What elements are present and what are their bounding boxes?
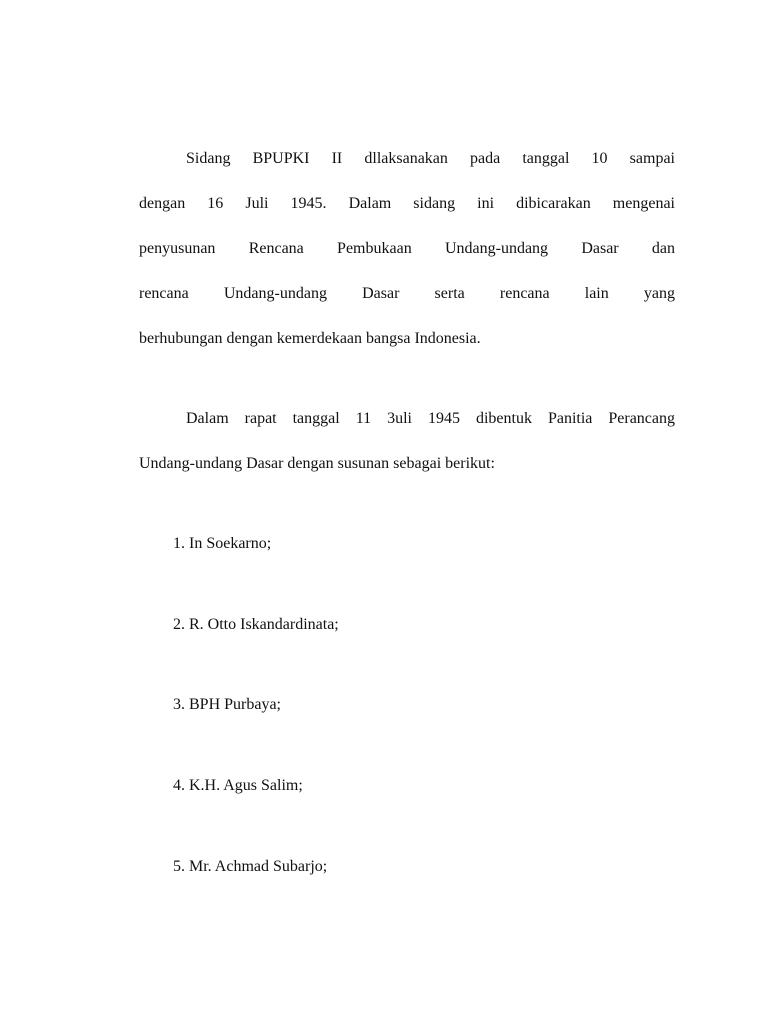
list-item: 5. Mr. Achmad Subarjo; [173,858,328,875]
paragraph-line: rencana Undang-undang Dasar serta rencana lain yang [139,285,675,302]
paragraph-line: penyusunan Rencana Pembukaan Undang-undang Dasar dan [139,240,675,257]
paragraph-line: Undang-undang Dasar dengan susunan sebagai berikut: [139,455,495,472]
list-item: 4. K.H. Agus Salim; [173,777,303,794]
paragraph-line: Sidang BPUPKI II dllaksanakan pada tanggal 10 sampai [186,150,675,167]
paragraph-line: Dalam rapat tanggal 11 3uli 1945 dibentuk Panitia Perancang [186,410,675,427]
paragraph-line: berhubungan dengan kemerdekaan bangsa Indonesia. [139,330,481,347]
paragraph-line: dengan 16 Juli 1945. Dalam sidang ini dibicarakan mengenai [139,195,675,212]
list-item: 1. In Soekarno; [173,535,272,552]
list-item: 3. BPH Purbaya; [173,696,281,713]
list-item: 2. R. Otto Iskandardinata; [173,616,339,633]
